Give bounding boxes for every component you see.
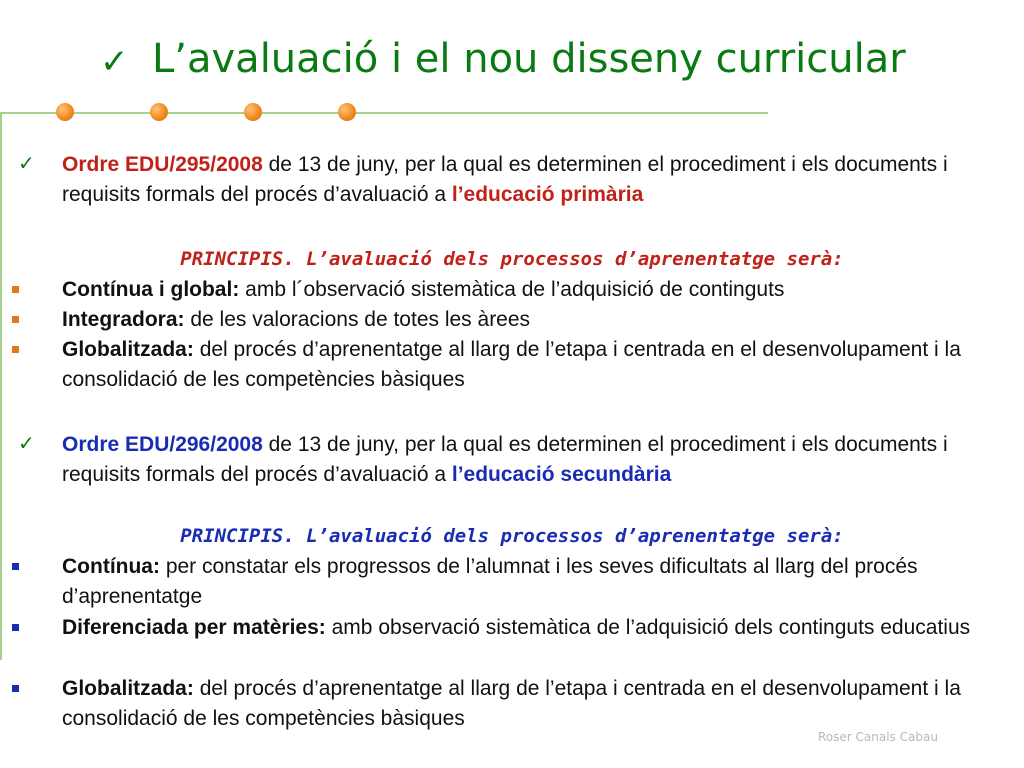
square-bullet-icon [12,346,19,353]
bullet-term: Contínua i global: [62,278,240,301]
list-item [62,305,1012,335]
principis-text: L’avaluació dels processos d’aprenentatge serà: [294,248,844,270]
order-secundaria [62,430,1012,490]
square-bullet-icon [12,624,19,631]
principis-label: PRINCIPIS. [180,248,295,270]
bullet-term: Globalitzada: [62,677,194,700]
author-credit: Roser Canals Cabau [818,730,938,744]
check-icon: ✓ [100,42,129,82]
slide-title: L’avaluació i el nou disseny curricular [152,36,906,82]
order-ref: Ordre EDU/296/2008 [62,433,263,456]
principis-text: L’avaluació dels processos d’aprenentatge serà: [294,525,844,547]
orange-dot-icon [338,103,356,121]
bullet-term: Diferenciada per matèries: [62,616,326,639]
education-level: l’educació primària [451,183,644,206]
square-bullet-icon [12,563,19,570]
order-description: de 13 de juny, per la qual es determinen el procediment i els documents i requisits formals del procés d’avaluació a [62,153,948,206]
bullet-text: de les valoracions de totes les àrees [184,308,531,331]
check-icon: ✓ [18,431,35,455]
bullet-term: Globalitzada: [62,338,194,361]
bullet-text: del procés d’aprenentatge al llarg de l’etapa i centrada en el desenvolupament i la consolidació de les competències bàsiques [62,338,961,391]
list-item [62,613,1012,643]
square-bullet-icon [12,286,19,293]
list-item [62,552,1012,612]
square-bullet-icon [12,685,19,692]
check-icon: ✓ [18,151,35,175]
bullet-text: amb observació sistemàtica de l’adquisició dels continguts educatius [325,616,971,639]
bullet-term: Integradora: [62,308,185,331]
orange-dot-icon [56,103,74,121]
list-item [62,335,1012,395]
list-item [62,674,1012,734]
order-ref: Ordre EDU/295/2008 [62,153,263,176]
principis-label: PRINCIPIS. [180,525,295,547]
bullet-text: del procés d’aprenentatge al llarg de l’etapa i centrada en el desenvolupament i la consolidació de les competències bàsiques [62,677,961,730]
order-primaria [62,150,1012,210]
bullet-text: amb l´observació sistemàtica de l’adquisició de continguts [239,278,785,301]
orange-dot-icon [244,103,262,121]
bullet-term: Contínua: [62,555,160,578]
list-item [62,275,1012,305]
slide-title-row [100,36,1000,96]
principis-heading-primaria [0,245,1024,273]
orange-dot-icon [150,103,168,121]
education-level: l’educació secundària [451,463,672,486]
decorative-horizontal-line [0,112,768,114]
order-description: de 13 de juny, per la qual es determinen el procediment i els documents i requisits formals del procés d’avaluació a [62,433,948,486]
square-bullet-icon [12,316,19,323]
decorative-vertical-line [0,112,2,660]
bullet-text: per constatar els progressos de l’alumnat i les seves dificultats al llarg del procés d’aprenentatge [62,555,918,608]
principis-heading-secundaria [0,522,1024,550]
